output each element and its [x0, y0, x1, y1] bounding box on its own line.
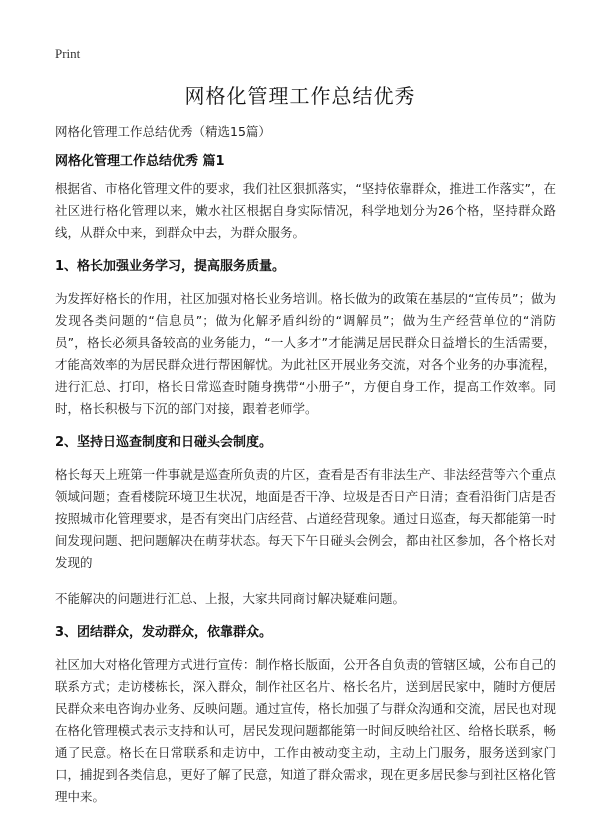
intro-paragraph: 根据省、市格化管理文件的要求，我们社区狠抓落实，“坚持依靠群众，推进工作落实”，在社区进行格化管理以来，嫩水社区根据自身实际情况，科学地划分为26个格，坚持群众路线，从群众中来，到群众中去，为群众服务。 [55, 181, 556, 240]
section-1-paragraph: 为发挥好格长的作用，社区加强对格长业务培训。格长做为的政策在基层的“宣传员”；做为发现各类问题的“信息员”；做为化解矛盾纠纷的“调解员”；做为生产经营单位的“消防员”，格长必须具备较高的业务能力，“一人多才”才能满足居民群众日益增长的生活需要，才能高效率的为居民群众进行帮困解忧。为此社区开展业务交流，对各个业务的办事流程，进行汇总、打印，格长日常巡查时随身携带“小册子”，方便自身工作，提高工作效率。同时，格长积极与下沉的部门对接，跟着老师学。 [55, 291, 556, 416]
article-body [55, 178, 556, 822]
page-title: 网格化管理工作总结优秀 [184, 84, 416, 108]
document-subtitle: 网格化管理工作总结优秀（精选15篇） [55, 124, 271, 139]
print-link[interactable]: Print [55, 46, 81, 61]
section-2-paragraph: 格长每天上班第一件事就是巡查所负责的片区，查看是否有非法生产、非法经营等六个重点领域问题；查看楼院环境卫生状况，地面是否干净、垃圾是否日产日清；查看沿街门店是否按照城市化管理要求，是否有突出门店经营、占道经营现象。通过日巡查，每天都能第一时间发现问题、把问题解决在萌芽状态。每天下午日碰头会例会，都由社区参加，各个格长对发现的 [55, 467, 556, 570]
section-1-heading: 1、格长加强业务学习，提高服务质量。 [55, 259, 286, 274]
section-2-heading: 2、坚持日巡查制度和日碰头会制度。 [55, 435, 273, 450]
section-2-paragraph: 不能解决的问题进行汇总、上报，大家共同商讨解决疑难问题。 [55, 591, 406, 606]
section-3-heading: 3、团结群众，发动群众，依靠群众。 [55, 625, 273, 640]
article-heading: 网格化管理工作总结优秀 篇1 [55, 154, 225, 169]
section-3-paragraph: 社区加大对格化管理方式进行宣传：制作格长版面，公开各自负责的管辖区域，公布自己的联系方式；走访楼栋长，深入群众，制作社区名片、格长名片，送到居民家中，随时方便居民群众来电咨询办业务、反映问题。通过宣传，格长加强了与群众沟通和交流，居民也对现在格化管理模式表示支持和认可，居民发现问题都能第一时间反映给社区、给格长联系，畅通了民意。格长在日常联系和走访中，工作由被动变主动，主动上门服务，服务送到家门口，捕捉到各类信息，更好了解了民意，知道了群众需求，现在更多居民参与到社区格化管理中来。 [55, 657, 556, 804]
